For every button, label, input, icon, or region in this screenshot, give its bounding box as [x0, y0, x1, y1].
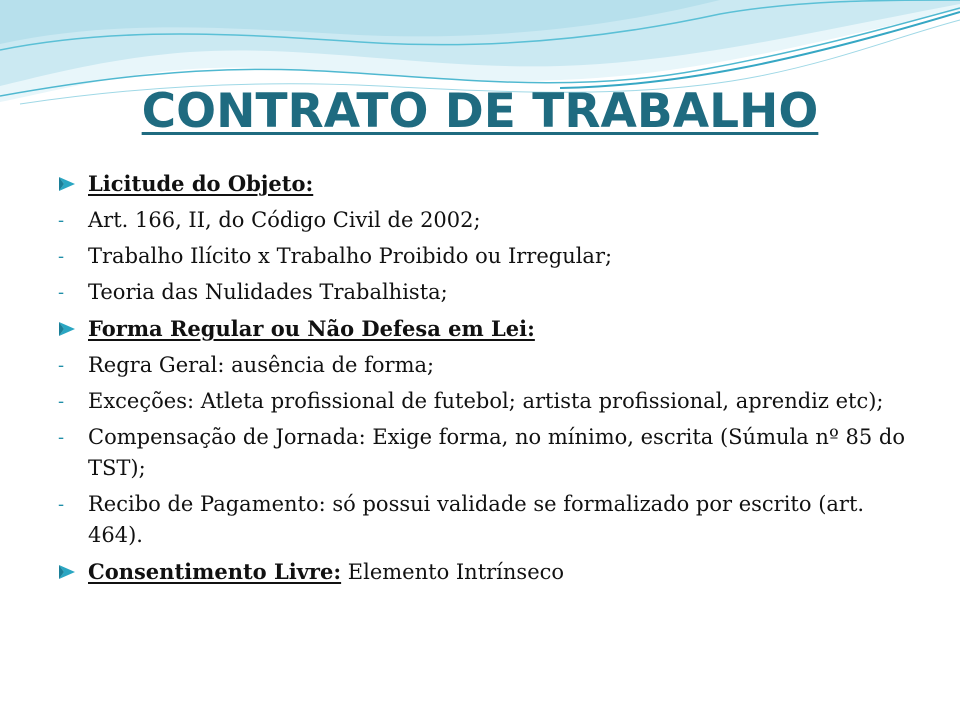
arrowhead-bullet-icon — [56, 313, 82, 344]
heading-label: Forma Regular ou Não Defesa em Lei: — [88, 316, 535, 341]
dash-bullet-icon: - — [58, 210, 65, 231]
dash-bullet-icon: - — [58, 246, 65, 267]
heading-rest-text: Elemento Intrínseco — [341, 560, 565, 584]
bullet-text: Exceções: Atleta profissional de futebol; artista profissional, aprendiz etc); — [88, 389, 884, 413]
dash-bullet-icon: - — [58, 427, 65, 448]
list-item — [56, 386, 906, 417]
heading-label: Licitude do Objeto: — [88, 171, 314, 196]
list-item — [56, 277, 906, 308]
slide-title-text: CONTRATO DE TRABALHO — [141, 84, 819, 139]
slide-title — [0, 84, 960, 139]
heading-label: Consentimento Livre: — [88, 559, 342, 584]
content-list — [56, 168, 906, 593]
list-item — [56, 350, 906, 381]
list-item-heading-licitude — [56, 168, 906, 200]
dash-bullet-icon: - — [58, 355, 65, 376]
list-item — [56, 241, 906, 272]
list-item-heading-consentimento — [56, 556, 906, 588]
bullet-text: Regra Geral: ausência de forma; — [88, 353, 435, 377]
dash-bullet-icon: - — [58, 282, 65, 303]
dash-bullet-icon: - — [58, 494, 65, 515]
arrowhead-bullet-icon — [56, 168, 82, 199]
bullet-text: Recibo de Pagamento: só possui validade se formalizado por escrito (art. 464). — [88, 492, 865, 547]
list-item-heading-forma — [56, 313, 906, 345]
dash-bullet-icon: - — [58, 391, 65, 412]
bullet-text: Trabalho Ilícito x Trabalho Proibido ou Irregular; — [88, 244, 613, 268]
list-item — [56, 489, 906, 551]
bullet-text: Compensação de Jornada: Exige forma, no mínimo, escrita (Súmula nº 85 do TST); — [88, 425, 905, 480]
bullet-text: Art. 166, II, do Código Civil de 2002; — [88, 208, 481, 232]
bullet-text: Teoria das Nulidades Trabalhista; — [88, 280, 448, 304]
list-item — [56, 205, 906, 236]
list-item — [56, 422, 906, 484]
arrowhead-bullet-icon — [56, 556, 82, 587]
